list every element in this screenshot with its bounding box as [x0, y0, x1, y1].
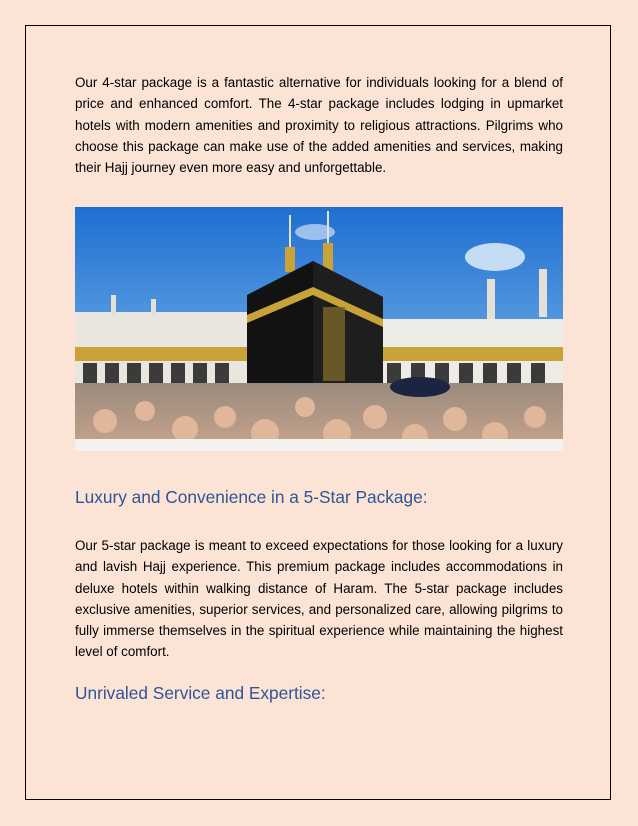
section-heading-service: Unrivaled Service and Expertise:: [75, 683, 326, 703]
five-star-paragraph: Our 5-star package is meant to exceed expectations for those looking for a luxury and lavish Hajj experience. This premium package includes accommodations in deluxe hotels within walking distance of Haram. The 5-star package includes exclusive amenities, superior services, and personalized care, allowing pilgrims to fully immerse themselves in the spiritual experience while maintaining the highest level of comfort.: [75, 538, 563, 660]
section-heading-luxury: Luxury and Convenience in a 5-Star Package:: [75, 487, 428, 507]
five-star-section: [75, 535, 563, 663]
kaaba-photo: [75, 207, 563, 451]
intro-paragraph: Our 4-star package is a fantastic alternative for individuals looking for a blend of price and enhanced comfort. The 4-star package includes lodging in upmarket hotels with modern amenities and proximity to religious attractions. Pilgrims who choose this package can make use of the added amenities and services, making their Hajj journey even more easy and unforgettable.: [75, 75, 563, 176]
intro-section: [75, 72, 563, 184]
